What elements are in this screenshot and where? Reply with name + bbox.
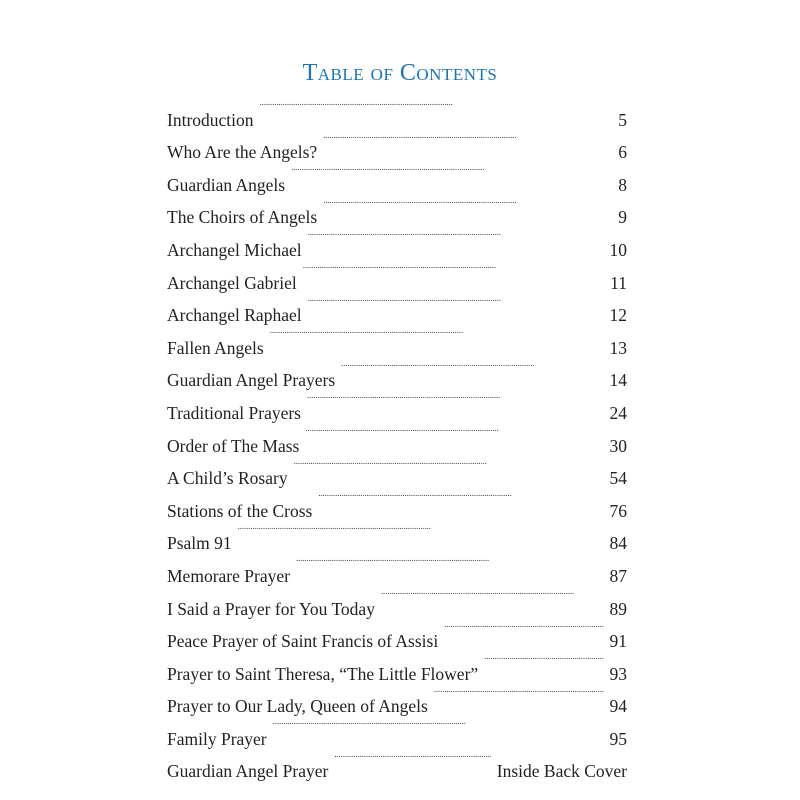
toc-entry-page: 14 bbox=[609, 370, 627, 391]
toc-entry-page: 54 bbox=[609, 468, 627, 489]
toc-entry-page: 6 bbox=[618, 142, 627, 163]
dot-leader bbox=[444, 615, 603, 648]
toc-entry-title: Archangel Raphael bbox=[167, 305, 302, 326]
toc-entry-title: Peace Prayer of Saint Francis of Assisi bbox=[167, 631, 439, 652]
toc-entry-title: Who Are the Angels? bbox=[167, 142, 318, 163]
dot-leader bbox=[434, 680, 604, 713]
table-of-contents bbox=[167, 93, 627, 782]
toc-entry-title: Archangel Michael bbox=[167, 239, 302, 260]
toc-entry-page: 10 bbox=[609, 239, 627, 260]
toc-entry-title: A Child’s Rosary bbox=[167, 468, 288, 489]
toc-entry-page: 30 bbox=[609, 435, 627, 456]
toc-entry-title: Stations of the Cross bbox=[167, 500, 313, 521]
toc-entry-page: 95 bbox=[609, 728, 627, 749]
toc-entry-title: Psalm 91 bbox=[167, 533, 232, 554]
dot-leader bbox=[381, 582, 604, 615]
dot-leader bbox=[294, 452, 604, 485]
toc-entry-page: 8 bbox=[618, 174, 627, 195]
toc-entry-page: 89 bbox=[609, 598, 627, 619]
toc-entry-title: Archangel Gabriel bbox=[167, 272, 297, 293]
dot-leader bbox=[341, 354, 603, 387]
toc-entry-title: Memorare Prayer bbox=[167, 565, 290, 586]
toc-entry-title: Order of The Mass bbox=[167, 435, 300, 456]
toc-entry-page: 11 bbox=[610, 272, 627, 293]
toc-entry-page: Inside Back Cover bbox=[496, 761, 627, 782]
toc-entry-page: 84 bbox=[609, 533, 627, 554]
dot-leader bbox=[308, 289, 604, 322]
toc-entry-page: 24 bbox=[609, 402, 627, 423]
toc-entry-title: Guardian Angel Prayer bbox=[167, 761, 329, 782]
toc-entry-page: 91 bbox=[609, 631, 627, 652]
dot-leader bbox=[323, 191, 612, 224]
dot-leader bbox=[303, 256, 604, 289]
page-title: Table of Contents bbox=[302, 60, 498, 87]
dot-leader bbox=[305, 419, 603, 452]
dot-leader bbox=[238, 517, 604, 550]
dot-leader bbox=[318, 484, 603, 517]
toc-entry-title: Prayer to Our Lady, Queen of Angels bbox=[167, 696, 428, 717]
dot-leader bbox=[291, 158, 612, 191]
dot-leader bbox=[273, 712, 604, 745]
toc-entry-page: 9 bbox=[618, 207, 627, 228]
toc-entry-title: Prayer to Saint Theresa, “The Little Flower” bbox=[167, 663, 479, 684]
toc-entry-page: 5 bbox=[618, 109, 627, 130]
toc-entry-title: I Said a Prayer for You Today bbox=[167, 598, 375, 619]
toc-entry-page: 93 bbox=[609, 663, 627, 684]
toc-entry-page: 76 bbox=[609, 500, 627, 521]
toc-entry-page: 94 bbox=[609, 696, 627, 717]
toc-entry-page: 12 bbox=[609, 305, 627, 326]
dot-leader bbox=[323, 126, 612, 159]
dot-leader bbox=[334, 745, 490, 778]
toc-entry-title: Family Prayer bbox=[167, 728, 267, 749]
dot-leader bbox=[296, 549, 604, 582]
dot-leader bbox=[308, 223, 604, 256]
toc-entry-page: 13 bbox=[609, 337, 627, 358]
toc-entry-title: The Choirs of Angels bbox=[167, 207, 318, 228]
dot-leader bbox=[307, 386, 604, 419]
dot-leader bbox=[260, 93, 613, 126]
dot-leader bbox=[270, 321, 604, 354]
toc-entry bbox=[167, 93, 627, 130]
toc-entry-title: Introduction bbox=[167, 109, 254, 130]
toc-entry-title: Guardian Angels bbox=[167, 174, 286, 195]
toc-entry-title: Fallen Angels bbox=[167, 337, 264, 358]
dot-leader bbox=[484, 647, 603, 680]
toc-entry-page: 87 bbox=[609, 565, 627, 586]
toc-entry-title: Traditional Prayers bbox=[167, 402, 301, 423]
toc-entry-title: Guardian Angel Prayers bbox=[167, 370, 336, 391]
